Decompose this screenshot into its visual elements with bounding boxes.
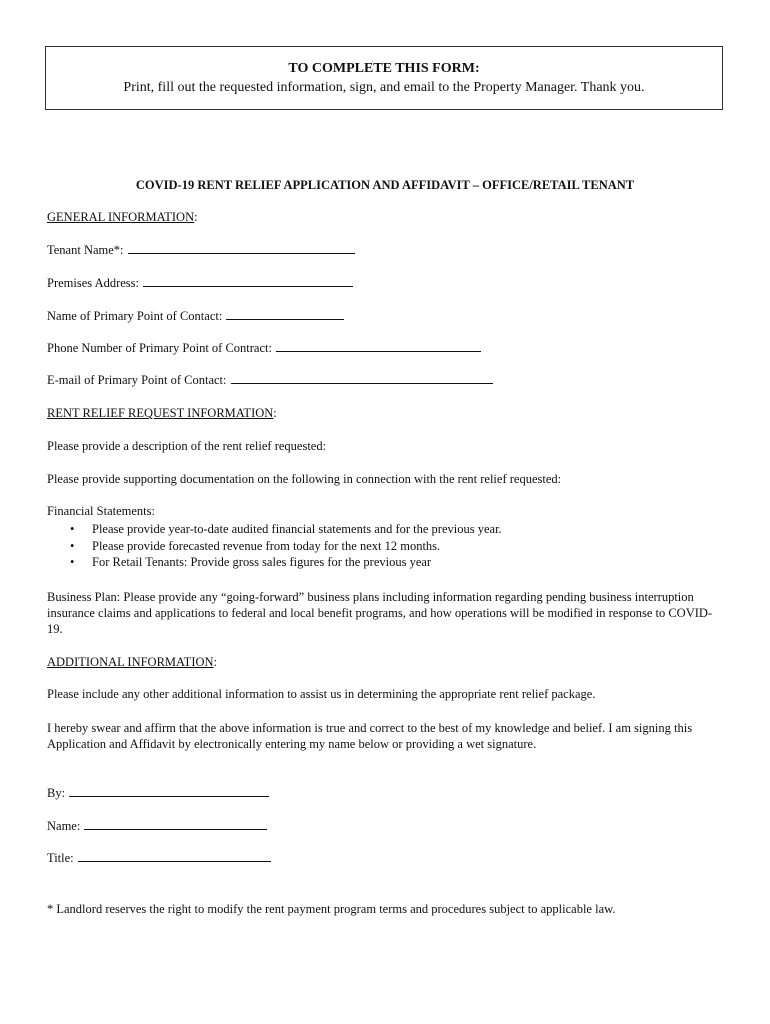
title-field[interactable] (78, 851, 271, 862)
by-label: By: (47, 786, 66, 800)
signature-name-row (47, 819, 267, 834)
premises-address-label: Premises Address: (47, 276, 140, 290)
premises-address-row (47, 276, 353, 291)
documentation-prompt: Please provide supporting documentation on the following in connection with the rent relief requested: (47, 472, 562, 486)
tenant-name-field[interactable] (128, 243, 355, 254)
document-title: COVID-19 RENT RELIEF APPLICATION AND AFFIDAVIT – OFFICE/RETAIL TENANT (135, 178, 635, 192)
business-plan-paragraph: Business Plan: Please provide any “going-forward” business plans including information regarding pending business interruption insurance claims and applications to federal and local benefit programs, and how operations will be modified in response to COVID-19. (47, 590, 713, 636)
list-item: • For Retail Tenants: Provide gross sales figures for the previous year (92, 554, 502, 571)
relief-description-prompt: Please provide a description of the rent relief requested: (47, 439, 327, 453)
additional-information-heading: ADDITIONAL INFORMATION: (47, 655, 218, 669)
general-information-heading: GENERAL INFORMATION: (47, 210, 198, 224)
premises-address-field[interactable] (143, 276, 353, 287)
primary-contact-name-field[interactable] (226, 309, 344, 320)
additional-info-prompt: Please include any other additional information to assist us in determining the appropriate rent relief package. (47, 687, 596, 701)
primary-contact-phone-label: Phone Number of Primary Point of Contract: (47, 341, 272, 355)
instruction-title: TO COMPLETE THIS FORM: (288, 61, 480, 76)
signature-title-row (47, 851, 271, 866)
primary-contact-email-label: E-mail of Primary Point of Contact: (47, 373, 227, 387)
instruction-box (45, 46, 723, 110)
affirmation-paragraph: I hereby swear and affirm that the above information is true and correct to the best of my knowledge and belief. I am signing this Application and Affidavit by electronically entering my name below or providing a wet signature. (47, 721, 693, 751)
primary-contact-email-row (47, 373, 493, 388)
by-signature-field[interactable] (69, 786, 269, 797)
primary-contact-phone-row (47, 341, 481, 356)
tenant-name-label: Tenant Name*: (47, 243, 124, 257)
primary-contact-name-row (47, 309, 344, 324)
financial-statements-heading: Financial Statements: (47, 504, 155, 518)
list-item: • Please provide forecasted revenue from today for the next 12 months. (92, 538, 502, 555)
signature-by-row (47, 786, 269, 801)
rent-relief-heading: RENT RELIEF REQUEST INFORMATION: (47, 406, 277, 420)
primary-contact-phone-field[interactable] (276, 341, 481, 352)
list-item: • Please provide year-to-date audited financial statements and for the previous year. (92, 521, 502, 538)
name-label: Name: (47, 819, 81, 833)
footnote: * Landlord reserves the right to modify the rent payment program terms and procedures subject to applicable law. (47, 902, 616, 916)
instruction-text: Print, fill out the requested information, sign, and email to the Property Manager. Thank you. (123, 80, 645, 95)
primary-contact-name-label: Name of Primary Point of Contact: (47, 309, 223, 323)
name-field[interactable] (84, 819, 267, 830)
title-label: Title: (47, 851, 74, 865)
financial-statements-list (47, 521, 502, 571)
tenant-name-row (47, 243, 355, 258)
primary-contact-email-field[interactable] (231, 373, 493, 384)
